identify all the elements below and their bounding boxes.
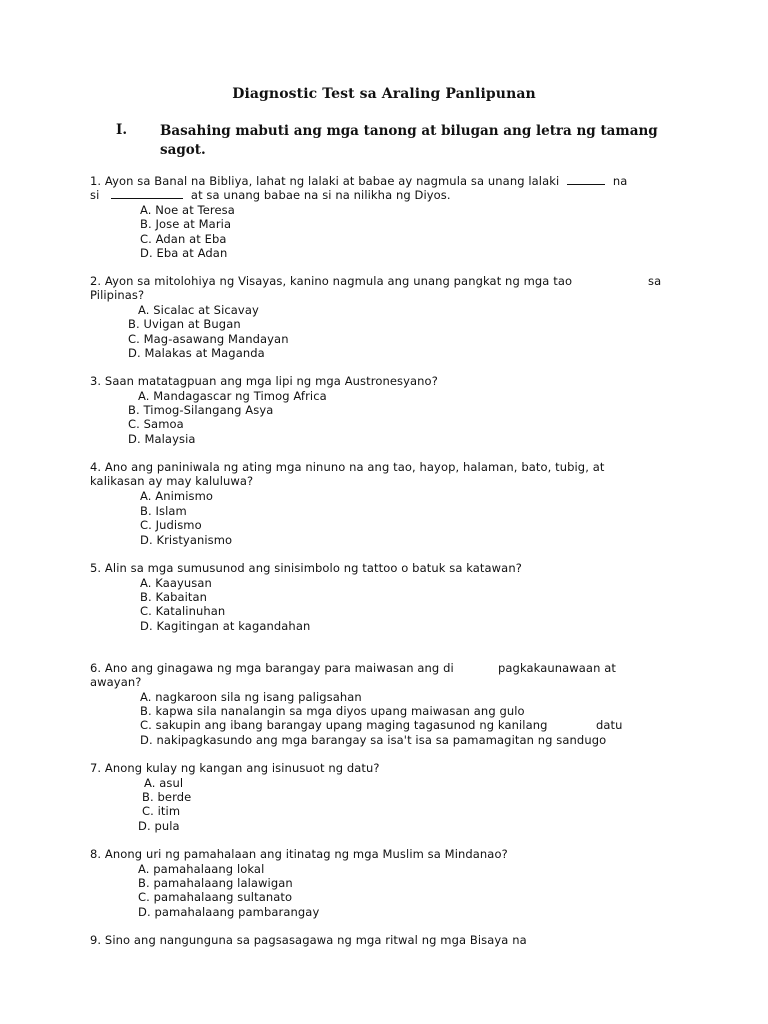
question-2-line2 — [90, 288, 670, 303]
question-6-option-c-wrapper[interactable] — [140, 718, 623, 733]
question-7-option-c[interactable]: C. itim — [142, 804, 181, 818]
question-8-option-d[interactable]: D. pamahalaang pambarangay — [138, 905, 320, 919]
question-4-option-a[interactable]: A. Animismo — [140, 489, 214, 503]
question-4-stem-line1: 4. Ano ang paniniwala ng ating mga ninuno na ang tao, hayop, halaman, bato, tubig, at — [90, 460, 605, 474]
question-8-option-a[interactable]: A. pamahalaang lokal — [138, 862, 265, 876]
question-1-stem-line2-start: si — [90, 188, 100, 202]
question-2-option-c[interactable]: C. Mag-asawang Mandayan — [128, 332, 289, 346]
question-7-option-a[interactable]: A. asul — [144, 776, 184, 790]
question-3-stem: 3. Saan matatagpuan ang mga lipi ng mga Austronesyano? — [90, 374, 438, 388]
question-6-stem-line1-end: pagkakaunawaan at — [498, 661, 616, 675]
question-5-option-a[interactable]: A. Kaayusan — [140, 576, 212, 590]
question-2-stem-line1: 2. Ayon sa mitolohiya ng Visayas, kanino nagmula ang unang pangkat ng mga tao — [90, 274, 573, 288]
question-4-line2 — [90, 474, 670, 489]
answer-blank — [567, 174, 605, 185]
question-5-option-d[interactable]: D. Kagitingan at kagandahan — [140, 619, 311, 633]
question-2-option-b[interactable]: B. Uvigan at Bugan — [128, 317, 241, 331]
question-6-line2 — [90, 675, 670, 690]
question-2-stem-line1-end: sa — [648, 274, 662, 288]
question-1-option-a[interactable]: A. Noe at Teresa — [140, 203, 235, 217]
question-1 — [90, 174, 670, 189]
question-1-option-d[interactable]: D. Eba at Adan — [140, 246, 228, 260]
question-4-option-b[interactable]: B. Islam — [140, 504, 187, 518]
question-6-stem-line2: awayan? — [90, 675, 142, 689]
question-2-stem-line2: Pilipinas? — [90, 288, 145, 302]
question-1-option-b[interactable]: B. Jose at Maria — [140, 217, 232, 231]
question-1-stem-line2-end: at sa unang babae na si na nilikha ng Diyos. — [190, 188, 451, 202]
question-6-option-c: C. sakupin ang ibang barangay upang maging tagasunod ng kanilang — [140, 718, 548, 732]
section-number: I. — [116, 122, 128, 138]
question-4 — [90, 460, 670, 475]
question-8 — [90, 847, 670, 862]
question-6 — [90, 661, 670, 676]
question-7-stem: 7. Anong kulay ng kangan ang isinusuot ng datu? — [90, 761, 380, 775]
question-1-stem-line1-end: na — [612, 174, 628, 188]
question-6-option-d[interactable]: D. nakipagkasundo ang mga barangay sa isa't isa sa pamamagitan ng sandugo — [140, 733, 607, 747]
question-3-option-a[interactable]: A. Mandagascar ng Timog Africa — [138, 389, 327, 403]
question-8-option-b[interactable]: B. pamahalaang lalawigan — [138, 876, 293, 890]
question-3 — [90, 374, 670, 389]
question-4-stem-line2: kalikasan ay may kaluluwa? — [90, 474, 254, 488]
question-5-option-b[interactable]: B. Kabaitan — [140, 590, 208, 604]
question-1-option-c[interactable]: C. Adan at Eba — [140, 232, 227, 246]
question-1-line2 — [90, 188, 670, 203]
question-6-option-a[interactable]: A. nagkaroon sila ng isang paligsahan — [140, 690, 362, 704]
question-8-option-c[interactable]: C. pamahalaang sultanato — [138, 890, 293, 904]
question-6-option-c-tail: datu — [596, 718, 623, 732]
answer-blank — [111, 188, 183, 199]
question-3-option-d[interactable]: D. Malaysia — [128, 432, 196, 446]
question-6-option-b[interactable]: B. kapwa sila nanalangin sa mga diyos upang maiwasan ang gulo — [140, 704, 525, 718]
question-2 — [90, 274, 670, 289]
question-1-stem-line1: 1. Ayon sa Banal na Bibliya, lahat ng lalaki at babae ay nagmula sa unang lalaki — [90, 174, 560, 188]
question-5-stem: 5. Alin sa mga sumusunod ang sinisimbolo ng tattoo o batuk sa katawan? — [90, 561, 522, 575]
question-4-option-c[interactable]: C. Judismo — [140, 518, 202, 532]
question-5-option-c[interactable]: C. Katalinuhan — [140, 604, 226, 618]
question-7-option-d[interactable]: D. pula — [138, 819, 180, 833]
question-3-option-b[interactable]: B. Timog-Silangang Asya — [128, 403, 274, 417]
question-2-option-a[interactable]: A. Sicalac at Sicavay — [138, 303, 259, 317]
question-8-stem: 8. Anong uri ng pamahalaan ang itinatag ng mga Muslim sa Mindanao? — [90, 847, 508, 861]
question-2-option-d[interactable]: D. Malakas at Maganda — [128, 346, 265, 360]
question-5 — [90, 561, 670, 576]
question-6-stem-line1: 6. Ano ang ginagawa ng mga barangay para maiwasan ang di — [90, 661, 454, 675]
question-7-option-b[interactable]: B. berde — [142, 790, 192, 804]
section-instruction: Basahing mabuti ang mga tanong at bilugan ang letra ng tamang sagot. — [160, 123, 658, 158]
question-3-option-c[interactable]: C. Samoa — [128, 417, 184, 431]
document-title: Diagnostic Test sa Araling Panlipunan — [232, 86, 536, 102]
question-4-option-d[interactable]: D. Kristyanismo — [140, 533, 233, 547]
question-9-stem: 9. Sino ang nangunguna sa pagsasagawa ng mga ritwal ng mga Bisaya na — [90, 933, 527, 947]
question-9 — [90, 933, 670, 948]
question-7 — [90, 761, 670, 776]
